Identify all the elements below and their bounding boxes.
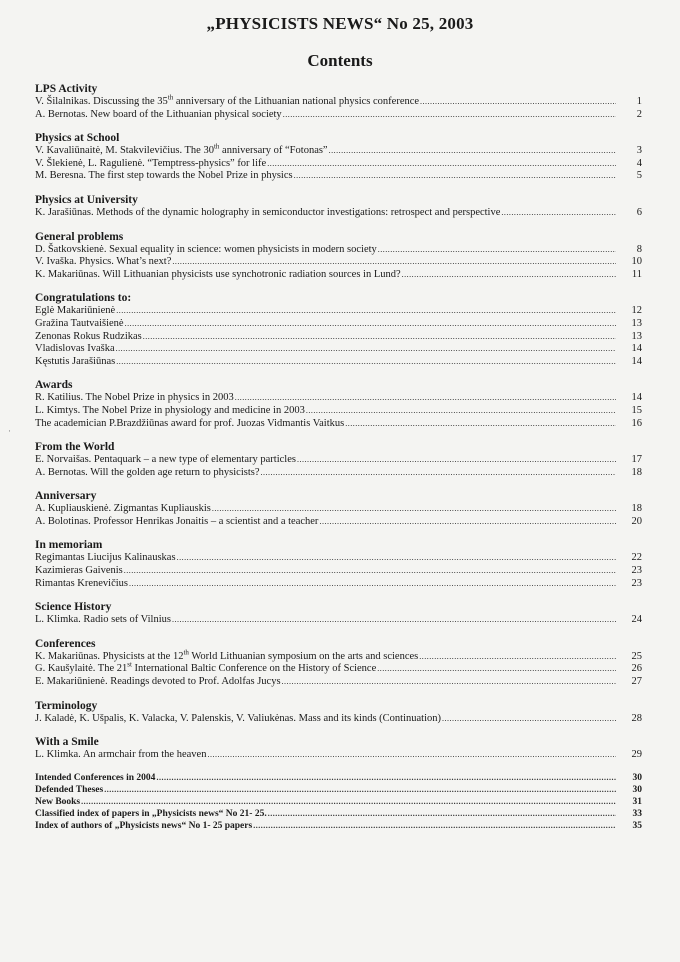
journal-title: „PHYSICISTS NEWS“ No 25, 2003 [206, 14, 474, 33]
toc-entry [35, 392, 642, 405]
section-title: Terminology [35, 699, 98, 712]
dot-leader [172, 256, 616, 269]
toc-entry [35, 343, 642, 356]
dot-leader [129, 578, 616, 591]
entry-title [35, 93, 420, 109]
dot-leader [207, 749, 616, 762]
toc-entry [35, 109, 642, 122]
dot-leader [306, 405, 616, 418]
entry-title-main: Kazimieras Gaivenis [35, 565, 123, 577]
page-number: 10 [631, 256, 642, 268]
toc-entry [35, 552, 642, 565]
toc-entry [35, 244, 642, 257]
page-number: 4 [636, 157, 642, 169]
entry-title-main: Gražina Tautvaišienė [35, 317, 124, 329]
page-number: 28 [631, 712, 642, 724]
toc-entry [35, 516, 642, 529]
entry-title-rest: anniversary of “Fotonas” [219, 145, 328, 157]
entry-title [35, 356, 115, 369]
entry-title [35, 305, 115, 318]
entry-title-superscript: th [167, 93, 174, 102]
page-number: 3 [636, 145, 642, 157]
entry-title-main: V. Ivaška. Physics. What’s next? [35, 256, 172, 268]
entry-title [35, 109, 282, 122]
dot-leader [104, 784, 616, 795]
page-number: 2 [636, 108, 642, 120]
entry-title-main: A. Bolotinas. Professor Henrikas Jonaitis – a scientist and a teacher [35, 515, 319, 527]
dot-leader [81, 796, 616, 807]
entry-title [35, 773, 155, 784]
entry-title-main: E. Norvaišas. Pentaquark – a new type of elementary particles [35, 454, 296, 466]
toc-section [35, 378, 642, 430]
entry-title-main: A. Kupliauskienė. Zigmantas Kupliauskis [35, 503, 211, 515]
page-number: 33 [632, 808, 642, 819]
toc-entry [35, 305, 642, 318]
toc-entry [35, 318, 642, 331]
toc-entry [35, 467, 642, 480]
page-number: 14 [631, 392, 642, 404]
section-title: With a Smile [35, 736, 99, 749]
toc-section [35, 230, 642, 282]
toc-section [35, 440, 642, 479]
section-title: Physics at School [35, 132, 120, 145]
entry-title [35, 821, 252, 832]
entry-title [35, 256, 171, 269]
toc-entry [35, 93, 642, 109]
entry-title [35, 467, 260, 480]
dot-leader [442, 713, 616, 726]
dot-leader [268, 808, 616, 819]
page-number: 14 [631, 343, 642, 355]
page-number: 17 [631, 454, 642, 466]
dot-leader [420, 96, 616, 109]
page-number: 22 [631, 552, 642, 564]
toc-section [35, 538, 642, 590]
entry-title-main: Defended Theses [35, 784, 104, 795]
page-number: 31 [632, 796, 642, 807]
entry-title [35, 158, 266, 171]
entry-title-main: L. Kimtys. The Nobel Prize in physiology and medicine in 2003 [35, 404, 305, 416]
page-number: 1 [636, 96, 642, 107]
page-number: 23 [631, 565, 642, 577]
dot-leader [143, 331, 616, 344]
dot-leader [116, 356, 616, 369]
entry-title-main: Zenonas Rokus Rudzikas [35, 330, 142, 342]
entry-title-main: Eglė Makariūnienė [35, 305, 116, 317]
toc-entry [35, 820, 642, 832]
entry-title [35, 454, 296, 467]
toc-entry [35, 207, 642, 220]
dot-leader [294, 170, 616, 183]
entry-title [35, 797, 80, 808]
entry-title-main: R. Katilius. The Nobel Prize in physics in 2003 [35, 392, 234, 404]
toc-entry [35, 256, 642, 269]
section-title: Physics at University [35, 193, 138, 206]
page-number: 16 [631, 417, 642, 429]
entry-title-main: Rimantas Krenevičius [35, 577, 129, 589]
toc-entry [35, 418, 642, 431]
dot-leader [282, 676, 616, 689]
table-of-contents [35, 82, 642, 842]
page-number: 29 [631, 749, 642, 761]
dot-leader [116, 343, 616, 356]
toc-entry [35, 565, 642, 578]
entry-title-superscript: st [127, 660, 132, 669]
entry-title [35, 392, 234, 405]
entry-title [35, 614, 171, 627]
toc-entry [35, 158, 642, 171]
page-number: 26 [631, 663, 642, 675]
dot-leader [124, 565, 616, 578]
entry-title-main: Intended Conferences in 2004 [35, 772, 156, 783]
page-number: 30 [632, 784, 642, 795]
dot-leader [172, 614, 616, 627]
section-title: General problems [35, 230, 124, 243]
dot-leader [402, 269, 616, 282]
toc-entry [35, 578, 642, 591]
toc-entry [35, 170, 642, 183]
section-title: Conferences [35, 637, 96, 650]
entry-title-main: Regimantas Liucijus Kalinauskas [35, 552, 176, 564]
dot-leader [377, 663, 616, 676]
entry-title [35, 142, 328, 158]
toc-entry [35, 796, 642, 808]
entry-title [35, 405, 305, 418]
toc-section [35, 131, 642, 183]
page-number: 12 [631, 305, 642, 317]
page-number: 25 [631, 650, 642, 662]
toc-entry [35, 405, 642, 418]
entry-title-main: E. Makariūnienė. Readings devoted to Prof. Adolfas Jucys [35, 676, 281, 688]
toc-entry [35, 660, 642, 676]
entry-title [35, 660, 377, 676]
entry-title-rest: anniversary of the Lithuanian national physics conference [173, 96, 420, 107]
dot-leader [329, 145, 616, 158]
dot-leader [419, 651, 616, 664]
toc-entry [35, 749, 642, 762]
entry-title [35, 343, 115, 356]
page-number: 8 [636, 243, 642, 255]
entry-title-main: L. Klimka. Radio sets of Vilnius [35, 614, 171, 626]
entry-title [35, 648, 419, 664]
entry-title [35, 503, 211, 516]
entry-title-main: G. Kaušylaitė. The 21 [35, 663, 128, 675]
entry-title-main: New Books [35, 796, 81, 807]
page-number: 24 [631, 614, 642, 626]
toc-section [35, 291, 642, 368]
dot-leader [235, 392, 616, 405]
entry-title [35, 749, 206, 762]
dot-leader [253, 820, 616, 831]
page-number: 18 [631, 466, 642, 478]
page-number: 6 [636, 206, 642, 218]
entry-title-superscript: th [213, 142, 220, 151]
dot-leader [319, 516, 616, 529]
page-number: 27 [631, 676, 642, 688]
toc-entry [35, 503, 642, 516]
dot-leader [283, 109, 616, 122]
toc-section [35, 193, 642, 220]
toc-entry [35, 676, 642, 689]
toc-entry [35, 331, 642, 344]
page-number: 11 [631, 268, 642, 280]
entry-title-main: Kęstutis Jarašiūnas [35, 355, 116, 367]
contents-title: Contents [307, 51, 373, 70]
entry-title-main: A. Bernotas. New board of the Lithuanian physical society [35, 108, 282, 120]
entry-title [35, 331, 142, 344]
section-title: Anniversary [35, 490, 97, 503]
entry-title [35, 809, 267, 820]
margin-mark: · [8, 426, 11, 436]
dot-leader [378, 244, 616, 257]
dot-leader [501, 207, 616, 220]
page-number: 23 [631, 577, 642, 589]
entry-title [35, 785, 103, 796]
section-title: From the World [35, 441, 115, 454]
entry-title [35, 244, 377, 257]
dot-leader [345, 418, 616, 431]
toc-section [35, 600, 642, 627]
toc-entry [35, 142, 642, 158]
entry-title-main: Classified index of papers in „Physicists news“ No 21- 25. [35, 808, 267, 819]
entry-title-rest: World Lithuanian symposium on the arts and sciences [188, 650, 419, 662]
page-number: 30 [632, 772, 642, 783]
dot-leader [156, 772, 616, 783]
toc-section [35, 489, 642, 528]
toc-entry [35, 713, 642, 726]
page-number: 18 [631, 503, 642, 515]
toc-entry [35, 269, 642, 282]
entry-title [35, 207, 500, 220]
entry-title-main: The academician P.Brazdžiūnas award for prof. Juozas Vidmantis Vaitkus [35, 417, 345, 429]
section-title: LPS Activity [35, 83, 98, 95]
entry-title [35, 578, 128, 591]
dot-leader [125, 318, 616, 331]
entry-title [35, 170, 293, 183]
entry-title-main: L. Klimka. An armchair from the heaven [35, 749, 207, 761]
toc-entry [35, 772, 642, 784]
entry-title-superscript: th [183, 648, 189, 657]
entry-title-main: K. Makariūnas. Physicists at the 12 [35, 650, 184, 662]
toc-section [35, 637, 642, 689]
page-number: 14 [631, 355, 642, 367]
entry-title-main: Index of authors of „Physicists news“ No 1- 25 papers [35, 820, 253, 831]
entry-title [35, 676, 281, 689]
toc-entry [35, 808, 642, 820]
toc-section [35, 735, 642, 762]
entry-title [35, 418, 344, 431]
entry-title [35, 552, 176, 565]
entry-title-main: V. Šlekienė, L. Ragulienė. “Temptress-physics” for life [35, 157, 267, 169]
page-number: 13 [631, 330, 642, 342]
section-title: In memoriam [35, 539, 103, 552]
entry-title-main: K. Makariūnas. Will Lithuanian physicists use synchotronic radiation sources in Lund? [35, 268, 401, 280]
entry-title-rest: International Baltic Conference on the History of Science [131, 663, 377, 675]
section-title: Awards [35, 379, 73, 392]
entry-title-main: Vladislovas Ivaška [35, 343, 115, 355]
dot-leader [297, 454, 616, 467]
entry-title-main: D. Šatkovskienė. Sexual equality in science: women physicists in modern society [35, 243, 377, 255]
toc-section [35, 82, 642, 121]
entry-title-main: A. Bernotas. Will the golden age return to physicists? [35, 466, 260, 478]
section-title: Congratulations to: [35, 292, 132, 305]
entry-title-main: M. Beresna. The first step towards the Nobel Prize in physics [35, 170, 293, 182]
entry-title [35, 713, 441, 726]
entry-title-main: J. Kaladė, K. Ušpalis, K. Valacka, V. Palenskis, V. Valiukėnas. Mass and its kinds (Continuation) [35, 712, 441, 724]
toc-appendix-section [35, 772, 642, 832]
page-number: 20 [631, 515, 642, 527]
dot-leader [177, 552, 616, 565]
dot-leader [116, 305, 616, 318]
toc-entry [35, 784, 642, 796]
page-number: 35 [632, 820, 642, 831]
page-number: 15 [631, 404, 642, 416]
toc-entry [35, 454, 642, 467]
entry-title-main: K. Jarašiūnas. Methods of the dynamic holography in semiconductor investigations: retrospect and perspective [35, 206, 501, 218]
toc-section [35, 699, 642, 726]
toc-entry [35, 356, 642, 369]
entry-title-main: V. Šilalnikas. Discussing the 35 [35, 96, 168, 107]
entry-title [35, 269, 401, 282]
toc-entry [35, 614, 642, 627]
page-number: 5 [636, 170, 642, 182]
entry-title [35, 318, 124, 331]
dot-leader [261, 467, 616, 480]
entry-title [35, 516, 318, 529]
dot-leader [212, 503, 616, 516]
entry-title-main: V. Kavaliūnaitė, M. Stakvilevičius. The 30 [35, 145, 214, 157]
section-title: Science History [35, 601, 112, 614]
dot-leader [267, 158, 616, 171]
entry-title [35, 565, 123, 578]
page-number: 13 [631, 317, 642, 329]
